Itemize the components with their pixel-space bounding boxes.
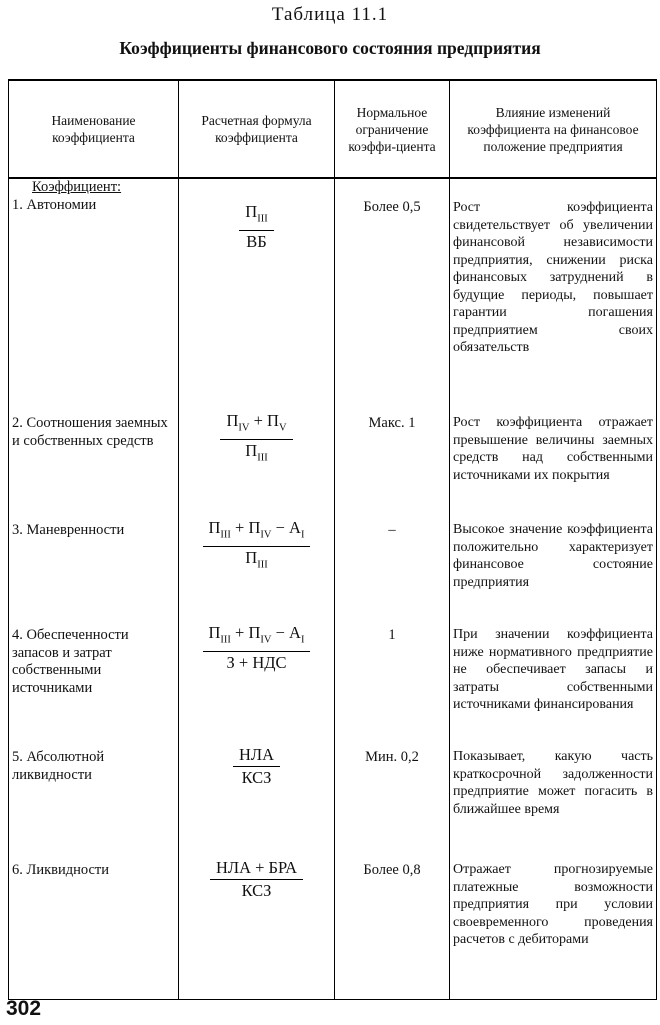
formula-numerator: $П_{IV} + П_V$	[220, 410, 292, 440]
table-row	[9, 622, 657, 744]
limit-cell: 1	[335, 622, 450, 744]
table-caption: Таблица 11.1	[271, 4, 389, 25]
table-row	[9, 744, 657, 857]
formula-denominator: $П_{III}$	[245, 548, 268, 571]
coefficient-name: 3. Маневренности	[12, 522, 125, 538]
formula-cell	[179, 857, 335, 999]
effect-cell: При значении коэффициента ниже нормативного предприятие не обеспечивает запасы и затраты собственными источниками финансирования	[450, 622, 657, 744]
column-header: Влияние изменений коэффициента на финансовое положение предприятия	[450, 80, 657, 178]
table-row	[9, 857, 657, 999]
table-row	[9, 517, 657, 622]
formula-denominator: ВБ	[246, 232, 267, 252]
table-body	[9, 178, 657, 999]
coefficient-label: Коэффициент:	[32, 179, 122, 195]
formula	[182, 410, 331, 470]
formula-numerator: НЛА	[233, 744, 280, 767]
limit-cell: Более 0,8	[335, 857, 450, 999]
formula	[182, 517, 331, 577]
formula-denominator: З + НДС	[226, 653, 287, 673]
coefficient-name-cell	[9, 622, 179, 744]
table-row	[9, 410, 657, 517]
formula-denominator: КСЗ	[241, 768, 272, 787]
formula-denominator: $П_{III}$	[245, 441, 268, 464]
table-title: Коэффициенты финансового состояния предприятия	[119, 38, 541, 58]
coefficient-name-cell	[9, 178, 179, 410]
column-header: Наименование коэффициента	[9, 80, 179, 178]
formula-numerator: $П_{III} + П_{IV} - А_I$	[203, 517, 311, 547]
effect-cell: Высокое значение коэффициента положительно характеризует финансовое состояние предприятия	[450, 517, 657, 622]
effect-cell: Отражает прогнозируемые платежные возможности предприятия при условии своевременного проведения расчетов с дебиторами	[450, 857, 657, 999]
limit-cell: Макс. 1	[335, 410, 450, 517]
limit-cell: Мин. 0,2	[335, 744, 450, 857]
formula	[182, 744, 331, 789]
table-row	[9, 178, 657, 410]
formula-cell	[179, 178, 335, 410]
formula	[182, 857, 331, 902]
coefficient-name: 4. Обеспеченности запасов и затрат собственными источниками	[12, 627, 129, 696]
coefficient-name: 1. Автономии	[12, 196, 97, 213]
coefficient-name-cell	[9, 517, 179, 622]
page-number: 302	[6, 997, 42, 1020]
coefficient-name: 6. Ликвидности	[12, 862, 110, 878]
coefficient-name: 5. Абсолютной ликвидности	[12, 749, 105, 783]
effect-cell: Показывает, какую часть краткосрочной задолженности предприятие может погасить в ближайшее время	[450, 744, 657, 857]
column-header: Нормальное ограничение коэффи-циента	[335, 80, 450, 178]
coefficient-name-cell	[9, 744, 179, 857]
column-header: Расчетная формула коэффициента	[179, 80, 335, 178]
coefficient-name-cell	[9, 857, 179, 999]
formula-numerator: НЛА + БРА	[210, 857, 303, 880]
coefficients-table	[8, 79, 657, 1000]
formula-numerator: $П_{III}$	[239, 201, 273, 231]
formula-numerator: $П_{III} + П_{IV} - А_I$	[203, 622, 311, 652]
formula-cell	[179, 517, 335, 622]
limit-cell: Более 0,5	[335, 178, 450, 410]
table-header-row	[9, 80, 657, 178]
coefficient-name-cell	[9, 410, 179, 517]
formula-cell	[179, 622, 335, 744]
formula	[182, 201, 331, 253]
effect-cell: Рост коэффициента отражает превышение величины заемных средств над собственными источниками их покрытия	[450, 410, 657, 517]
formula-cell	[179, 410, 335, 517]
limit-cell: –	[335, 517, 450, 622]
formula-denominator: КСЗ	[241, 881, 272, 900]
formula	[182, 622, 331, 674]
effect-cell: Рост коэффициента свидетельствует об увеличении финансовой независимости предприятия, снижении риска финансовых затруднений в будущие периоды, повышает гарантии погашения предприятием своих обязательств	[450, 178, 657, 410]
formula-cell	[179, 744, 335, 857]
coefficient-name: 2. Соотношения заемных и собственных средств	[12, 415, 168, 449]
